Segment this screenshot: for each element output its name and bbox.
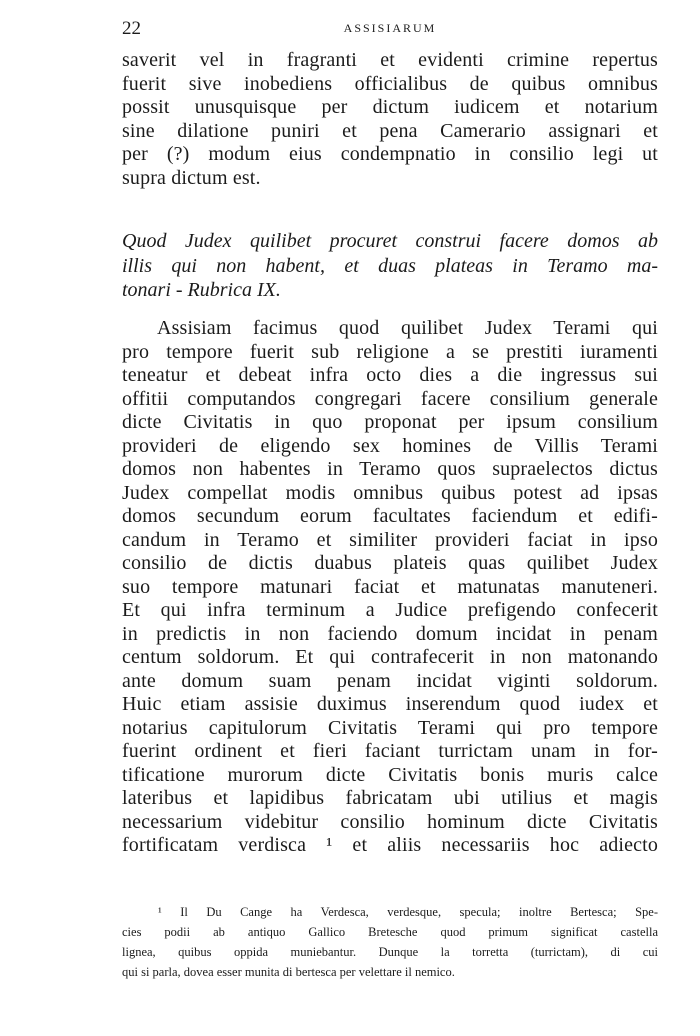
page-header [122, 18, 658, 42]
text-line: teneatur et debeat infra octo dies a die ingressus sui [122, 364, 658, 386]
text-line: fuerint ordinent et fieri faciant turrictam unam in for- [122, 740, 658, 762]
footnote-line: cies podii ab antiquo Gallico Bretesche quod primum significat castella [122, 925, 658, 939]
text-line: domos secundum eorum facultates faciendum et edifi- [122, 505, 658, 527]
paragraph-continuation [122, 49, 658, 190]
text-line: pro tempore fuerit sub religione a se prestiti iuramenti [122, 340, 658, 363]
text-line: fortificatam verdisca ¹ et aliis necessariis hoc adiecto [122, 834, 658, 856]
footnote [122, 902, 658, 982]
text-line: candum in Teramo et similiter provideri faciat in ipso [122, 528, 658, 551]
text-line: sine dilatione puniri et pena Camerario assignari et [122, 119, 658, 142]
text-line: centum soldorum. Et qui contrafecerit in non matonando [122, 646, 658, 668]
running-title: ASSISIARUM [343, 21, 437, 35]
text-line: Huic etiam assisie duximus inserendum quod iudex et [122, 693, 658, 715]
text-line: possit unusquisque per dictum iudicem et notarium [122, 96, 658, 118]
text-line: fuerit sive inobediens officialibus de quibus omnibus [122, 72, 658, 95]
rubric-line: illis qui non habent, et duas plateas in Teramo ma- [122, 254, 658, 277]
text-line: tificatione murorum dicte Civitatis bonis muris calce [122, 763, 658, 786]
rubric-line: Quod Judex quilibet procuret construi facere domos ab [122, 230, 658, 252]
rubric-line: tonari - Rubrica IX. [122, 279, 281, 301]
footnote-line: lignea, quibus oppida muniebantur. Dunque la torretta (turrictam), di cui [122, 945, 658, 959]
text-line: domos non habentes in Teramo quos supraelectos dictus [122, 458, 658, 480]
text-line: ante domum suam penam incidat viginti soldorum. [122, 669, 658, 692]
text-line: Assisiam facimus quod quilibet Judex Terami qui [157, 317, 658, 339]
text-line: dicte Civitatis in quo proponat per ipsum consilium [122, 411, 658, 433]
text-line: Et qui infra terminum a Judice prefigendo confecerit [122, 599, 658, 621]
text-line: necessarium videbitur consilio hominum dicte Civitatis [122, 810, 658, 833]
footnote-line: ¹ Il Du Cange ha Verdesca, verdesque, specula; inoltre Bertesca; Spe- [158, 905, 658, 919]
text-line: Judex compellat modis omnibus quibus potest ad ipsas [122, 481, 658, 504]
text-line: consilio de dictis duabus plateis quas quilibet Judex [122, 552, 658, 574]
text-line: provideri de eligendo sex homines de Villis Terami [122, 434, 658, 457]
text-line: offitii computandos congregari facere consilium generale [122, 387, 658, 410]
text-line: saverit vel in fragranti et evidenti crimine repertus [122, 49, 658, 71]
main-paragraph [122, 317, 658, 858]
text-line: notarius capitulorum Civitatis Terami qui pro tempore [122, 716, 658, 739]
text-line: lateribus et lapidibus fabricatam ubi utilius et magis [122, 787, 658, 809]
text-line: per (?) modum eius condempnatio in consilio legi ut [122, 143, 658, 165]
text-line: suo tempore matunari faciat et matunatas manuteneri. [122, 575, 658, 598]
text-line: in predictis in non faciendo domum incidat in penam [122, 622, 658, 645]
footnote-line: qui si parla, dovea esser munita di bertesca per velettare il nemico. [122, 965, 455, 979]
text-line: supra dictum est. [122, 166, 261, 189]
page-number: 22 [122, 18, 141, 39]
rubric-heading [122, 229, 658, 303]
